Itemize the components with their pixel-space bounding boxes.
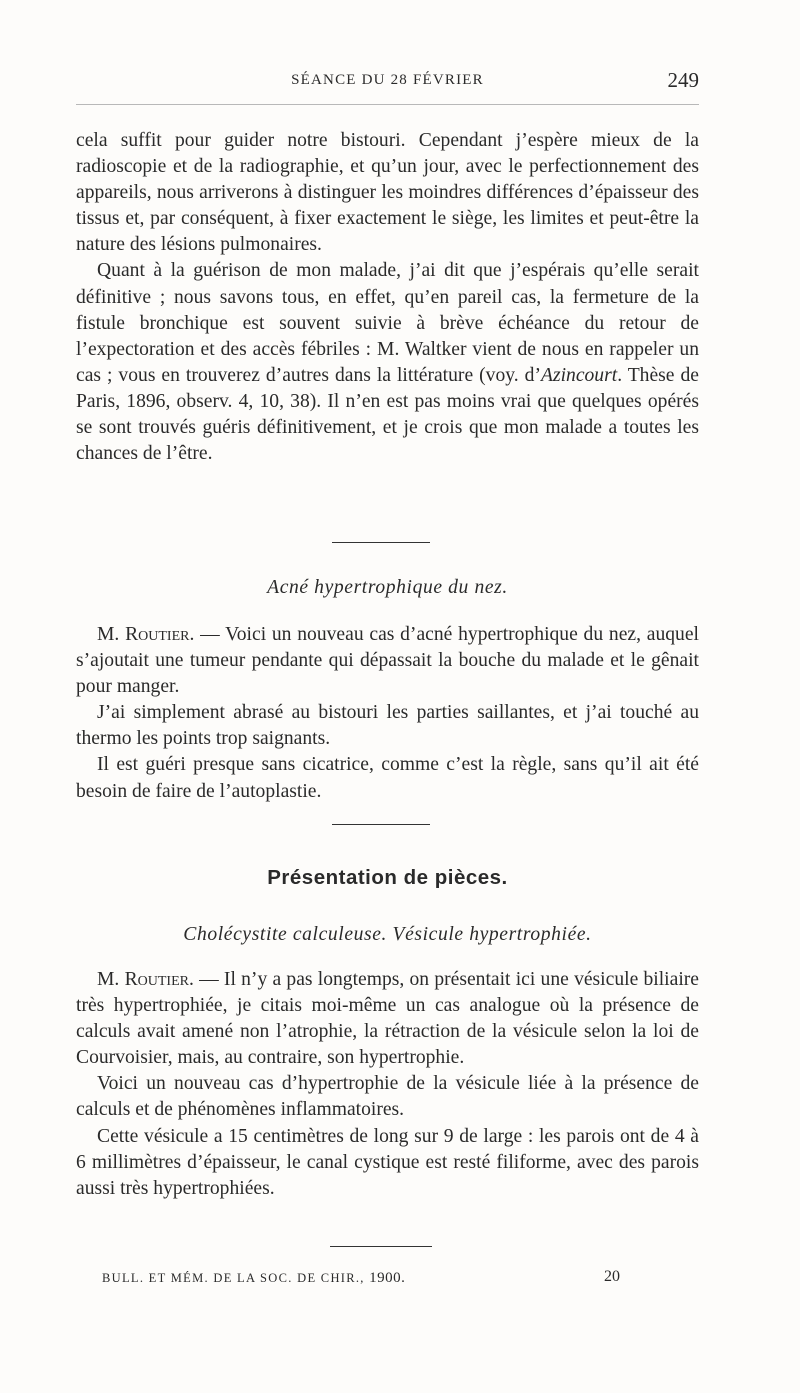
separator-rule (332, 824, 430, 825)
presentation-paragraph-2: Voici un nouveau cas d’hypertrophie de la vésicule liée à la présence de calculs et de phénomènes inflammatoires. (76, 1073, 699, 1121)
presentation-subtitle: Cholécystite calculeuse. Vésicule hypertrophiée. (183, 924, 592, 945)
intro-paragraph-2 (76, 258, 699, 467)
intro-p2-author: Azincourt (540, 364, 618, 386)
presentation-text (76, 967, 699, 1202)
separator-rule (332, 542, 430, 543)
presentation-p1-text: . — Il n’y a pas longtemps, on présentait ici une vésicule biliaire très hypertrophiée, je citais moi-même un cas analogue où la présence de calculs avait amené non l’atrophie, la rétraction de la vésicule selon la loi de Courvoisier, mais, au contraire, son hypertrophie. (76, 969, 699, 1069)
footer-journal (102, 1270, 405, 1287)
running-header (76, 68, 699, 92)
acne-paragraph-2: J’ai simplement abrasé au bistouri les parties saillantes, et j’ai touché au thermo les points trop saignants. (76, 702, 699, 750)
acne-text (76, 622, 699, 805)
running-title: SÉANCE DU 28 FÉVRIER (291, 72, 484, 88)
presentation-section-title: Présentation de pièces. (267, 866, 508, 889)
speaker-name: Routier (124, 969, 189, 990)
intro-paragraph-1: cela suffit pour guider notre bistouri. Cependant j’espère mieux de la radioscopie et de la radiographie, et qu’un jour, avec le perfectionnement des appareils, nous arriverons à distinguer les moindres différences d’épaisseur des tissus et, par conséquent, à fixer exactement le siège, les limites et peut-être la nature des lésions pulmonaires. (76, 130, 699, 256)
presentation-paragraph-1 (76, 967, 699, 1071)
speaker-prefix: M. (97, 969, 125, 990)
acne-paragraph-1 (76, 622, 699, 700)
speaker-prefix: M. (97, 624, 126, 645)
footer-journal-name: BULL. ET MÉM. DE LA SOC. DE CHIR., (102, 1271, 370, 1285)
acne-paragraph-3: Il est guéri presque sans cicatrice, comme c’est la règle, sans qu’il ait été besoin de faire de l’autoplastie. (76, 754, 699, 802)
acne-p1-text: . — Voici un nouveau cas d’acné hypertrophique du nez, auquel s’ajoutait une tumeur pendante qui dépassait la bouche du malade et le gênait pour manger. (76, 624, 699, 698)
separator-rule (330, 1246, 432, 1247)
acne-section-title: Acné hypertrophique du nez. (267, 577, 508, 598)
header-rule (76, 104, 699, 105)
footer-signature: 20 (604, 1268, 620, 1285)
presentation-paragraph-3: Cette vésicule a 15 centimètres de long sur 9 de large : les parois ont de 4 à 6 millimètres d’épaisseur, le canal cystique est resté filiforme, avec des parois aussi très hypertrophiées. (76, 1125, 699, 1199)
footer-year: 1900. (369, 1270, 406, 1286)
speaker-name: Routier (125, 624, 190, 645)
page-number: 249 (667, 68, 699, 92)
intro-text (76, 128, 699, 467)
intro-p2-text: Quant à la guérison de mon malade, j’ai dit que j’espérais qu’elle serait définitive ; nous savons tous, en effet, qu’en pareil cas, la fermeture de la fistule bronchique est souvent suivie à brève échéance du retour de l’expectoration et des accès fébriles : M. Waltker vient de nous en rappeler un cas ; vous en trouverez d’autres dans la littérature (voy. d’ (76, 260, 699, 386)
intro-p2-text-end: . Thèse de Paris, 1896, observ. 4, 10, 38). Il n’en est pas moins vrai que quelques opérés se sont trouvés guéris définitivement, et je crois que mon malade a toutes les chances de l’être. (76, 364, 699, 465)
